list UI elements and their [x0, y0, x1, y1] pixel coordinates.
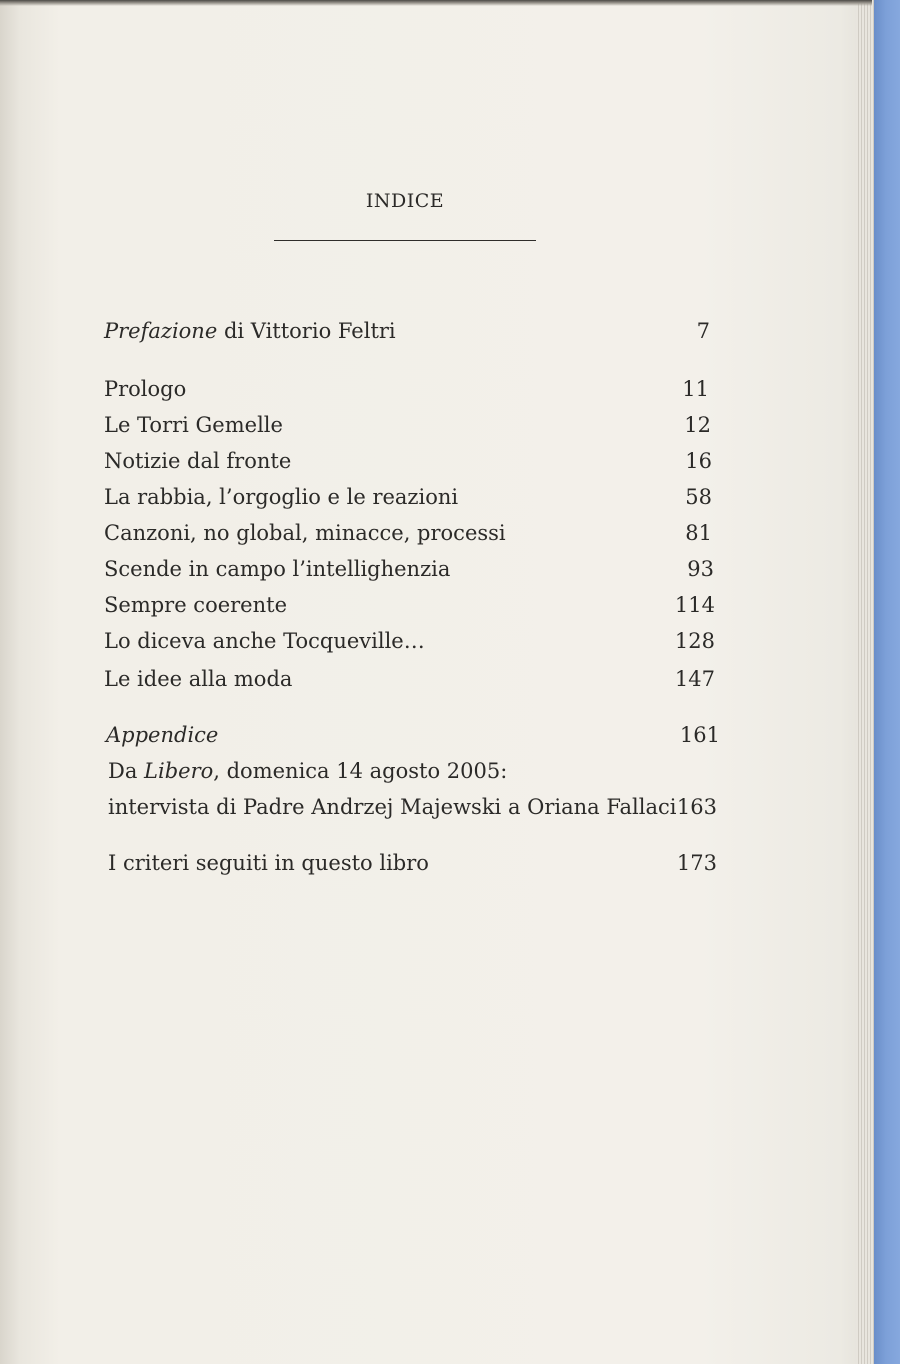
toc-entry-page: 58 [685, 485, 712, 509]
appendix-subtitle [108, 758, 507, 784]
toc-entry-title: Sempre coerente [104, 593, 288, 617]
toc-entry-title [104, 318, 396, 344]
toc-entry-title: intervista di Padre Andrzej Majewski a Oriana Fallaci [108, 795, 677, 819]
toc-entry-page: 161 [679, 723, 720, 747]
toc-entry-title: Le Torri Gemelle [104, 413, 283, 437]
page-heading: INDICE [365, 190, 445, 212]
page-edges [856, 0, 874, 1364]
appendix-prefix: Da [108, 759, 145, 783]
preface-italic: Prefazione [104, 319, 218, 343]
toc-entry-page: 12 [684, 413, 711, 437]
preface-rest: di Vittorio Feltri [217, 319, 396, 343]
heading-rule [274, 240, 536, 241]
toc-entry-page: 128 [674, 629, 715, 653]
background-edge [874, 0, 900, 1364]
toc-entry-title: Canzoni, no global, minacce, processi [104, 521, 506, 545]
toc-entry-page: 163 [676, 795, 717, 819]
toc-entry-page: 93 [687, 557, 714, 581]
toc-entry-title: Scende in campo l’intellighenzia [104, 557, 451, 581]
toc-entry-page: 147 [674, 667, 715, 691]
toc-entry-page: 7 [696, 319, 710, 343]
toc-entry-page: 16 [685, 449, 712, 473]
toc-entry-title: Prologo [104, 377, 187, 401]
toc-entry-title: Lo diceva anche Tocqueville… [104, 629, 425, 653]
toc-entry-page: 114 [674, 593, 715, 617]
toc-entry-page: 173 [676, 851, 717, 875]
toc-entry-title: I criteri seguiti in questo libro [108, 851, 429, 875]
appendix-suffix: , domenica 14 agosto 2005: [213, 759, 508, 783]
toc-entry-title: Le idee alla moda [104, 667, 293, 691]
toc-entry-page: 81 [685, 521, 712, 545]
toc-entry-title: Notizie dal fronte [104, 449, 292, 473]
top-shadow [0, 0, 872, 6]
toc-entry-title: Appendice [106, 723, 219, 747]
toc-entry-title: La rabbia, l’orgoglio e le reazioni [104, 485, 459, 509]
appendix-italic: Libero [144, 759, 214, 783]
toc-entry-page: 11 [682, 377, 709, 401]
